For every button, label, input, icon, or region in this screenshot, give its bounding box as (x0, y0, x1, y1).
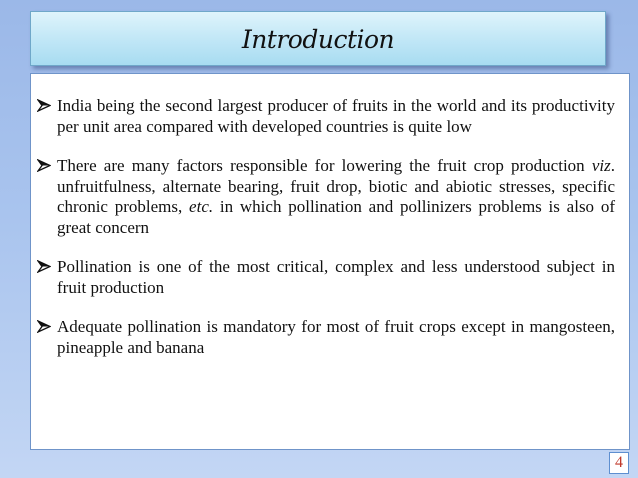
bullet-text (57, 257, 615, 298)
page-number: 4 (609, 452, 629, 474)
slide-title: Introduction (241, 25, 395, 54)
bullet-text (57, 317, 615, 358)
bullet-item (31, 317, 631, 358)
italic-text: viz (591, 156, 611, 175)
bullet-item (31, 257, 631, 298)
bullet-item (31, 156, 631, 238)
title-banner (30, 11, 606, 66)
bullet-item (31, 96, 631, 137)
arrowhead-bullet-icon (37, 99, 51, 112)
arrowhead-bullet-icon (37, 320, 51, 333)
italic-text: etc. (189, 197, 214, 216)
text-segment: There are many factors responsible for lowering the fruit crop production (57, 156, 592, 175)
arrowhead-bullet-icon (37, 159, 51, 172)
text-segment: Adequate pollination is mandatory for most of fruit crops except in mangosteen, pineapple and banana (57, 317, 615, 357)
text-segment: in which pollination and pollinizers problems is also of great concern (57, 197, 615, 237)
text-segment: India being the second largest producer of fruits in the world and its productivity per unit area compared with developed countries is quite low (57, 96, 615, 136)
bullet-text (57, 96, 615, 137)
arrowhead-bullet-icon (37, 260, 51, 273)
text-segment: Pollination is one of the most critical, complex and less understood subject in fruit production (57, 257, 615, 297)
bullet-list (31, 96, 631, 377)
content-panel (30, 73, 630, 450)
bullet-text (57, 156, 615, 238)
text-segment: . unfruitfulness, alternate bearing, fruit drop, biotic and abiotic stresses, specific chronic problems, (57, 156, 615, 216)
